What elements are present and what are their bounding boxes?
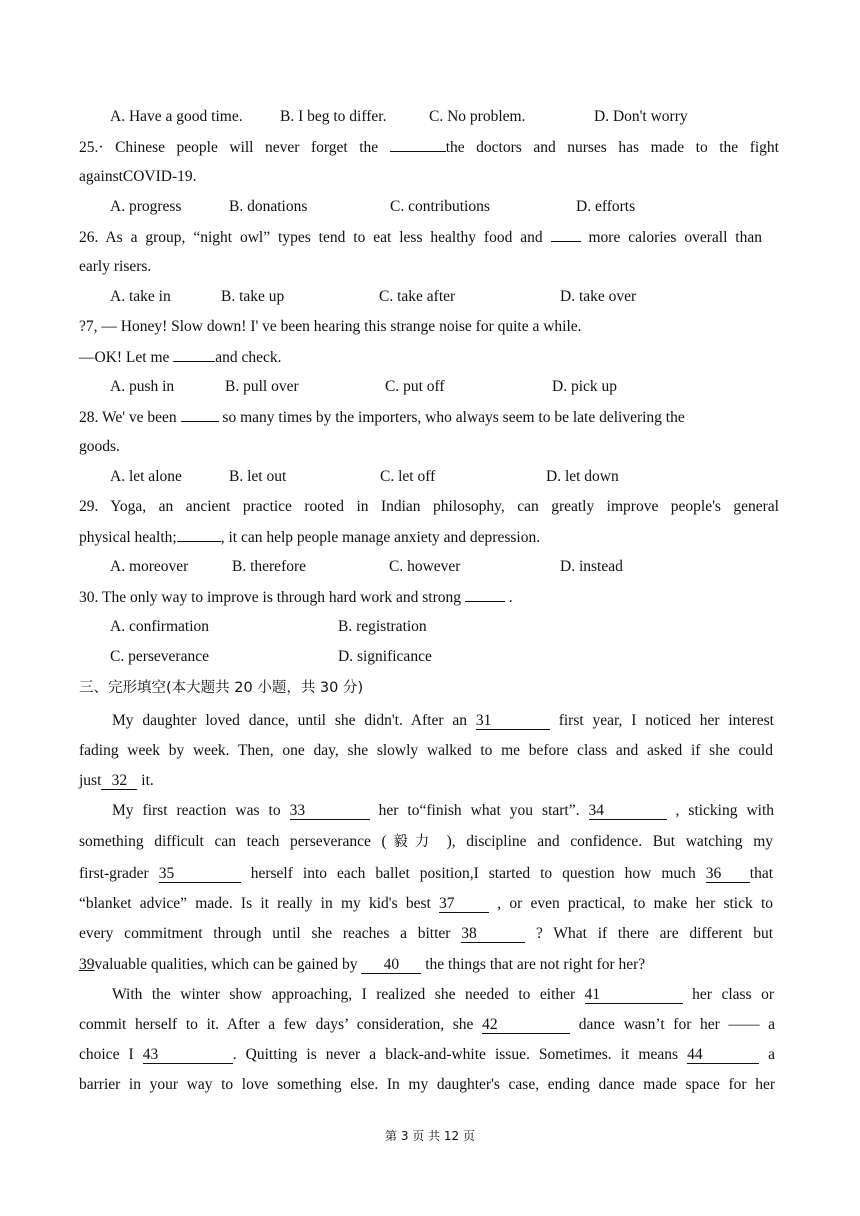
q28-option-a: A. let alone <box>110 468 182 485</box>
q26-option-a: A. take in <box>110 288 171 305</box>
passage-text: it. <box>141 772 154 789</box>
cloze-blank-34: 34 <box>589 803 667 820</box>
passage-text: a <box>768 1046 776 1063</box>
passage-text: choice I <box>79 1046 134 1063</box>
passage-p2-line6 <box>79 955 779 975</box>
passage-p2-line1 <box>112 801 774 821</box>
q25-option-b: B. donations <box>229 198 308 215</box>
passage-p3-line3 <box>79 1045 775 1065</box>
passage-text: , or even practical, to make her stick to <box>497 895 773 912</box>
q28-stem-line1 <box>79 407 779 428</box>
cloze-blank-35: 35 <box>159 866 241 883</box>
cloze-blank-31: 31 <box>476 713 550 730</box>
passage-cjk-term: 毅力 <box>386 834 436 850</box>
cloze-blank-44: 44 <box>687 1047 759 1064</box>
passage-p2-line4 <box>79 894 773 914</box>
q29-option-d: D. instead <box>560 558 623 575</box>
q30-option-c: C. perseverance <box>110 648 209 665</box>
q30-stem-text: 30. The only way to improve is through hard work and strong <box>79 589 461 606</box>
passage-p2-line5 <box>79 924 773 944</box>
q29-stem-line2 <box>79 527 779 548</box>
cloze-blank-40: 40 <box>361 957 421 974</box>
passage-text: “blanket advice” made. Is it really in my kid's best <box>79 895 431 912</box>
q26-stem-text: 26. As a group, “night owl” types tend to eat less healthy food and <box>79 229 543 246</box>
cloze-blank-42: 42 <box>482 1017 570 1034</box>
q30-stem-text-2: . <box>508 589 513 606</box>
q29-option-b: B. therefore <box>232 558 307 575</box>
passage-text: commit herself to it. After a few days’ consideration, she <box>79 1016 474 1033</box>
passage-text: first-grader <box>79 865 149 882</box>
q24-option-b: B. I beg to differ. <box>280 108 387 125</box>
q25-stem-text-2: the doctors and nurses has made to the fight <box>445 139 779 156</box>
q25-stem-text: 25.· Chinese people will never forget the <box>79 139 379 156</box>
passage-text: ), discipline and confidence. But watching my <box>446 833 774 850</box>
q25-stem-line1 <box>79 137 779 158</box>
passage-text: My first reaction was to <box>112 802 281 819</box>
cloze-blank-32: 32 <box>101 773 137 790</box>
passage-p2-line2 <box>79 832 773 852</box>
q29-option-c: C. however <box>389 558 461 575</box>
passage-p1-line3 <box>79 771 779 791</box>
cloze-blank-41: 41 <box>585 987 683 1004</box>
passage-text: My daughter loved dance, until she didn't. After an <box>112 712 468 729</box>
q29-blank <box>177 527 221 542</box>
passage-text: something difficult can teach perseverance ( <box>79 833 387 850</box>
passage-text: the things that are not right for her? <box>425 956 646 973</box>
q25-option-a: A. progress <box>110 198 182 215</box>
cloze-blank-38: 38 <box>461 926 525 943</box>
q30-blank <box>465 587 505 602</box>
passage-text: her to“finish what you start”. <box>378 802 580 819</box>
q29-stem-line1: 29. Yoga, an ancient practice rooted in Indian philosophy, can greatly improve people's general <box>79 498 779 515</box>
passage-p1-line1 <box>112 711 774 731</box>
q28-stem-text-2: so many times by the importers, who always seem to be late delivering the <box>222 409 685 426</box>
q27-stem-line1: ?7, — Honey! Slow down! I' ve been hearing this strange noise for quite a while. <box>79 318 582 335</box>
passage-text: herself into each ballet position,I started to question how much <box>250 865 696 882</box>
passage-text: , sticking with <box>675 802 775 819</box>
q26-option-c: C. take after <box>379 288 456 305</box>
q26-stem-line2: early risers. <box>79 258 152 275</box>
q26-option-b: B. take up <box>221 288 285 305</box>
passage-text: dance wasn’t for her —— a <box>578 1016 776 1033</box>
passage-text: that <box>749 865 774 882</box>
q28-option-c: C. let off <box>380 468 436 485</box>
cloze-blank-33: 33 <box>290 803 370 820</box>
q25-stem-line2: againstCOVID-19. <box>79 168 197 185</box>
passage-text: . Quitting is never a black-and-white issue. Sometimes. it means <box>232 1046 678 1063</box>
q30-option-d: D. significance <box>338 648 432 665</box>
q28-option-b: B. let out <box>229 468 287 485</box>
q27-stem-line2 <box>79 347 779 368</box>
q25-option-d: D. efforts <box>576 198 636 215</box>
q27-blank <box>173 347 215 362</box>
q27-stem-text: —OK! Let me <box>79 349 170 366</box>
cloze-blank-43: 43 <box>143 1047 233 1064</box>
q24-option-a: A. Have a good time. <box>110 108 243 125</box>
passage-text: first year, I noticed her interest <box>558 712 774 729</box>
q29-stem-text-2: , it can help people manage anxiety and depression. <box>220 529 541 546</box>
passage-p1-line2: fading week by week. Then, one day, she slowly walked to me before class and asked if she could <box>79 742 773 759</box>
q27-option-c: C. put off <box>385 378 445 395</box>
q28-option-d: D. let down <box>546 468 619 485</box>
passage-text: just <box>79 772 102 789</box>
q30-stem-line1 <box>79 587 779 608</box>
passage-text: every commitment through until she reaches a bitter <box>79 925 451 942</box>
passage-text: her class or <box>692 986 774 1003</box>
cloze-blank-36: 36 <box>706 866 750 883</box>
passage-text: valuable qualities, which can be gained by <box>94 956 358 973</box>
passage-p3-line2 <box>79 1015 775 1035</box>
q26-stem-line1 <box>79 227 762 248</box>
passage-p2-line3 <box>79 864 773 884</box>
cloze-blank-39: 39 <box>79 956 95 973</box>
q24-option-c: C. No problem. <box>429 108 526 125</box>
passage-text: With the winter show approaching, I realized she needed to either <box>112 986 576 1003</box>
q26-blank <box>551 227 581 242</box>
page-number-footer: 第 3 页 共 12 页 <box>385 1129 475 1143</box>
q25-option-c: C. contributions <box>390 198 490 215</box>
q28-stem-text: 28. We' ve been <box>79 409 177 426</box>
q27-option-b: B. pull over <box>225 378 299 395</box>
q27-option-d: D. pick up <box>552 378 618 395</box>
q25-blank <box>390 137 446 152</box>
q27-stem-text-2: and check. <box>215 349 282 366</box>
q28-stem-line2: goods. <box>79 438 120 455</box>
passage-text: ? What if there are different but <box>536 925 773 942</box>
q24-option-d: D. Don't worry <box>594 108 688 125</box>
q28-blank <box>181 407 219 422</box>
q27-option-a: A. push in <box>110 378 175 395</box>
q30-option-a: A. confirmation <box>110 618 210 635</box>
section-3-heading: 三、完形填空(本大题共 20 小题，共 30 分) <box>79 680 364 696</box>
cloze-blank-37: 37 <box>439 896 489 913</box>
passage-p3-line4: barrier in your way to love something else. In my daughter's case, ending dance made space for her <box>79 1076 775 1093</box>
q26-stem-text-2: more calories overall than <box>588 229 762 246</box>
q29-option-a: A. moreover <box>110 558 189 575</box>
q26-option-d: D. take over <box>560 288 637 305</box>
passage-p3-line1 <box>112 985 774 1005</box>
q30-option-b: B. registration <box>338 618 427 635</box>
q29-stem-text: physical health; <box>79 529 177 546</box>
